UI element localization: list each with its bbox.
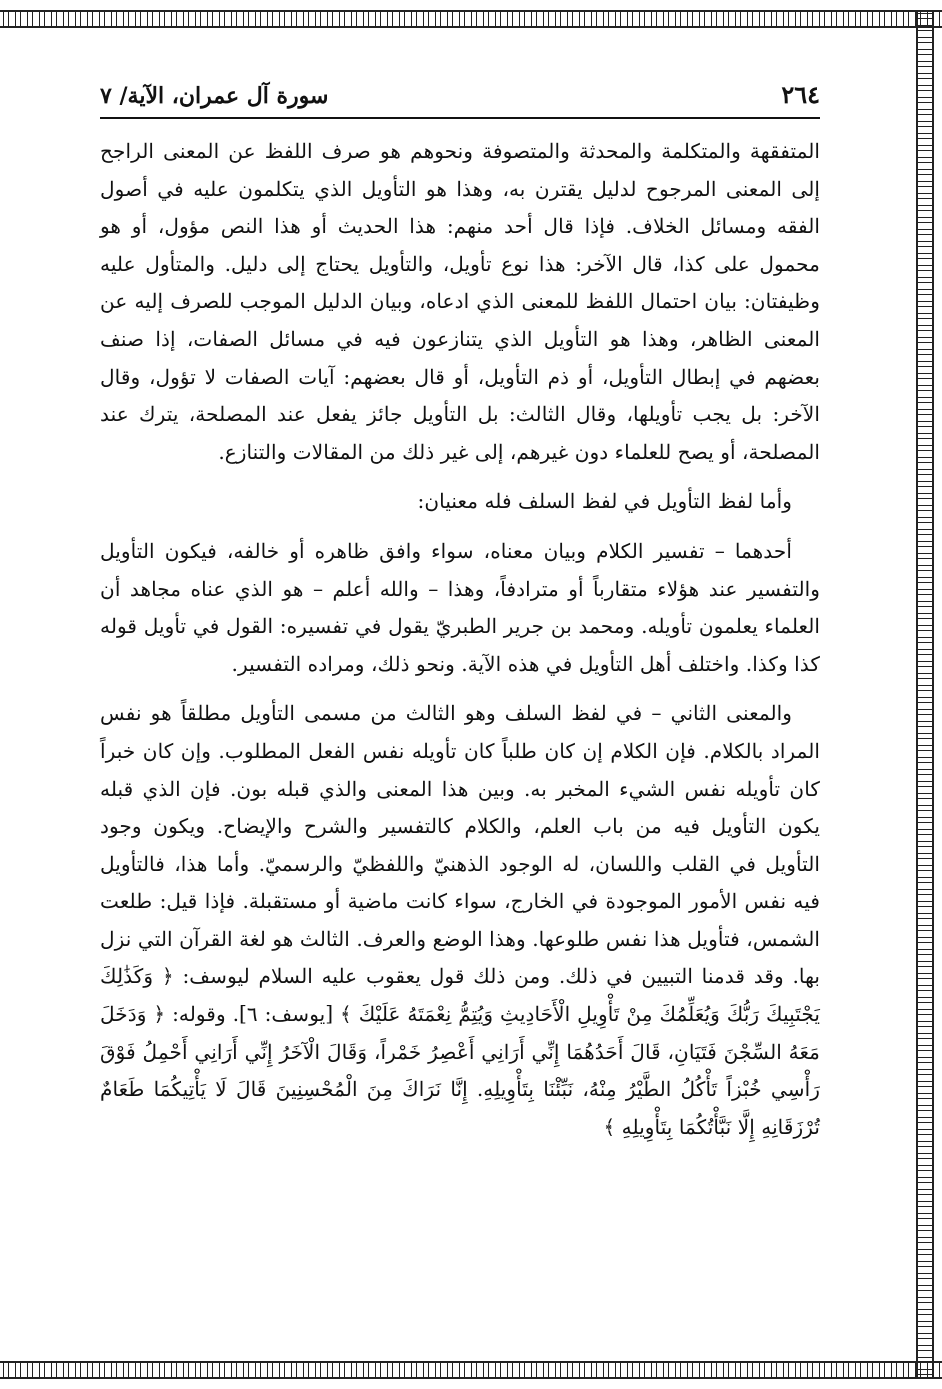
paragraph-1: المتفقهة والمتكلمة والمحدثة والمتصوفة ونحوهم هو صرف اللفظ عن المعنى الراجح إلى المعنى المرجوح لدليل يقترن به، وهذا هو التأويل الذي يتكلمون عليه في أصول الفقه ومسائل الخلاف. فإذا قال أحد منهم: هذا الحديث أو هذا النص مؤول، أو هو محمول على كذا، قال الآخر: هذا نوع تأويل، والتأويل يحتاج إلى دليل. والمتأول عليه وظيفتان: بيان احتمال اللفظ للمعنى الذي ادعاه، وبيان الدليل الموجب للصرف إليه عن المعنى الظاهر، وهذا هو التأويل الذي يتنازعون فيه في مسائل الصفات، إذا صنف بعضهم في إبطال التأويل، أو ذم التأويل، أو قال بعضهم: آيات الصفات لا تؤول، وقال الآخر: بل يجب تأويلها، وقال الثالث: بل التأويل جائز يفعل عند المصلحة، يترك عند المصلحة، أو يصح للعلماء دون غيرهم، إلى غير ذلك من المقالات والتنازع.: [100, 139, 820, 464]
page-number: ٢٦٤: [781, 80, 820, 109]
section-title: سورة آل عمران، الآية/ ٧: [100, 83, 329, 109]
page: [100, 80, 820, 1158]
page-header: [100, 80, 820, 119]
decorative-border-right: [916, 10, 934, 1379]
paragraph-3: أحدهما – تفسير الكلام وبيان معناه، سواء وافق ظاهره أو خالفه، فيكون التأويل والتفسير عند هؤلاء متقارباً أو مترادفاً، وهذا – والله أعلم – هو الذي عناه مجاهد أن العلماء يعلمون تأويله. ومحمد بن جرير الطبريّ يقول في تفسيره: القول في تأويل قوله كذا وكذا. واختلف أهل التأويل في هذه الآية. ونحو ذلك، ومراده التفسير.: [100, 538, 820, 676]
body-text: [100, 133, 820, 1146]
paragraph-4: والمعنى الثاني – في لفظ السلف وهو الثالث من مسمى التأويل مطلقاً هو نفس المراد بالكلام. فإن الكلام إن كان طلباً كان تأويله نفس الفعل المطلوب. وإن كان خبراً كان تأويله نفس الشيء المخبر به. وبين هذا المعنى والذي قبله بون. فإن الذي قبله يكون التأويل فيه من باب العلم، والكلام كالتفسير والشرح والإيضاح. ويكون وجود التأويل في القلب واللسان، له الوجود الذهنيّ واللفظيّ والرسميّ. وأما هذا، فالتأويل فيه نفس الأمور الموجودة في الخارج، سواء كانت ماضية أو مستقبلة. فإذا قيل: طلعت الشمس، فتأويل هذا نفس طلوعها. وهذا الوضع والعرف. الثالث هو لغة القرآن التي نزل بها. وقد قدمنا التبيين في ذلك. ومن ذلك قول يعقوب عليه السلام ليوسف: ﴿ وَكَذَٰلِكَ يَجْتَبِيكَ رَبُّكَ وَيُعَلِّمُكَ مِنْ تَأْوِيلِ الْأَحَادِيثِ وَيُتِمُّ نِعْمَتَهُ عَلَيْكَ ﴾ [يوسف: ٦]. وقوله: ﴿ وَدَخَلَ مَعَهُ السِّجْنَ فَتَيَانِ، قَالَ أَحَدُهُمَا إِنِّي أَرَانِي أَعْصِرُ خَمْراً، وَقَالَ الْآخَرُ إِنِّي أَرَانِي أَحْمِلُ فَوْقَ رَأْسِي خُبْزاً تَأْكُلُ الطَّيْرُ مِنْهُ، نَبِّئْنَا بِتَأْوِيلِهِ. إِنَّا نَرَاكَ مِنَ الْمُحْسِنِينَ قَالَ لَا يَأْتِيكُمَا طَعَامٌ تُرْزَقَانِهِ إِلَّا نَبَّأْتُكُمَا بِتَأْوِيلِهِ ﴾: [100, 701, 820, 1139]
decorative-border-bottom: [0, 1361, 942, 1379]
paragraph-2: وأما لفظ التأويل في لفظ السلف فله معنيان:: [417, 489, 792, 514]
decorative-border-top: [0, 10, 942, 28]
